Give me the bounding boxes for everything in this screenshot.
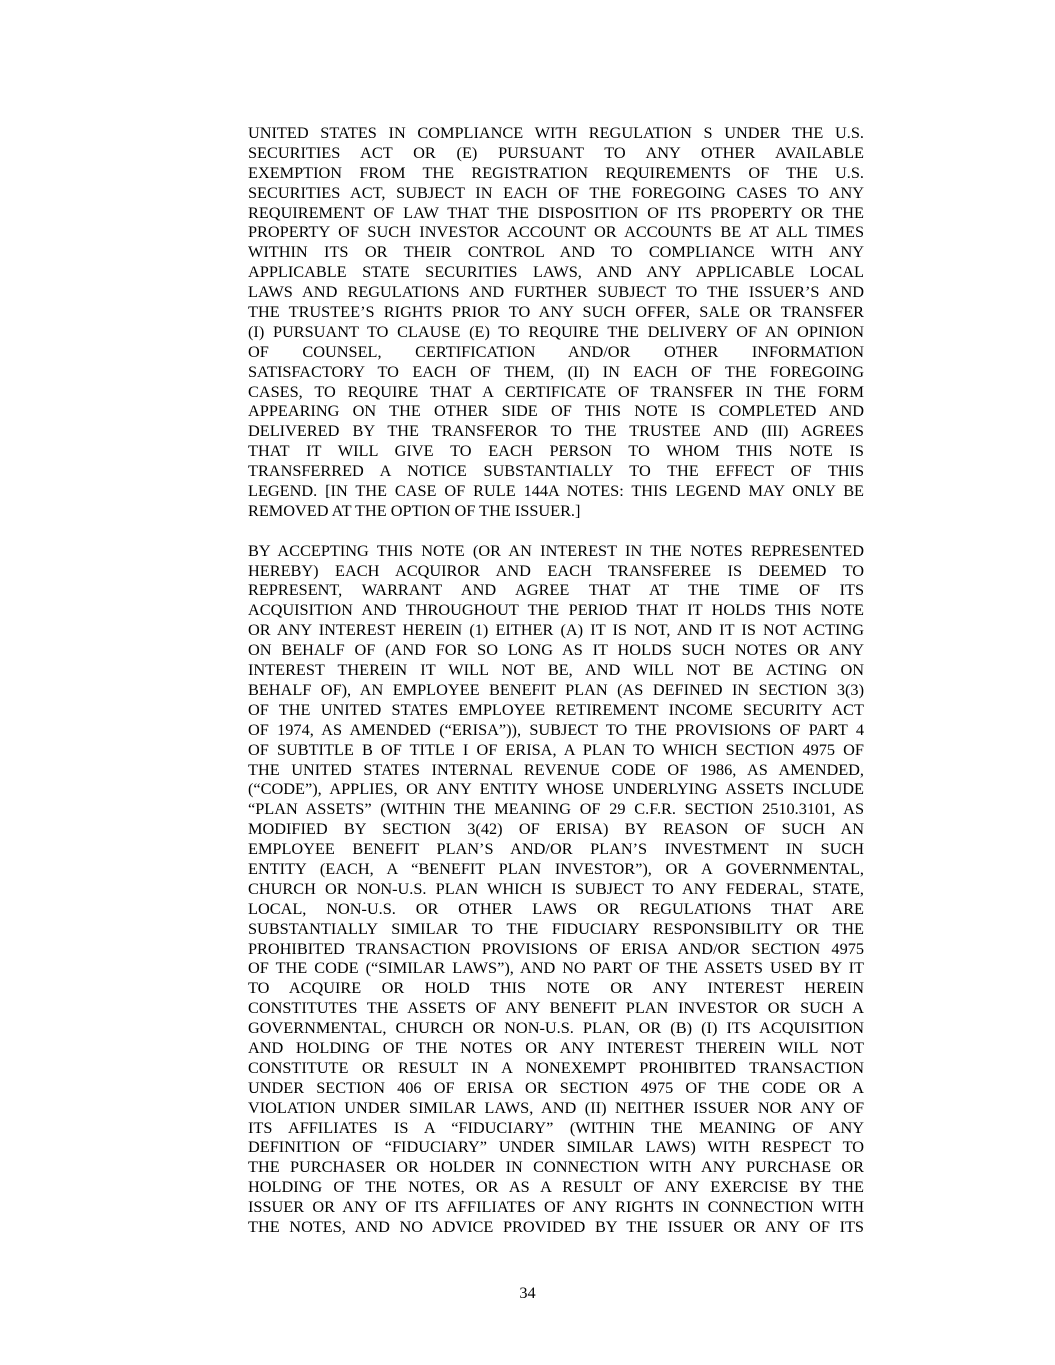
- text-line: REMOVED AT THE OPTION OF THE ISSUER.]: [248, 500, 581, 520]
- text-line: ISSUER OR ANY OF ITS AFFILIATES OF ANY RIGHTS IN CONNECTION WITH: [248, 1197, 864, 1217]
- text-line: THE PURCHASER OR HOLDER IN CONNECTION WITH ANY PURCHASE OR: [248, 1157, 864, 1177]
- text-line: BY ACCEPTING THIS NOTE (OR AN INTEREST IN THE NOTES REPRESENTED: [248, 540, 864, 560]
- document-body: [248, 123, 864, 1257]
- text-line: DEFINITION OF “FIDUCIARY” UNDER SIMILAR LAWS) WITH RESPECT TO: [248, 1137, 864, 1157]
- text-line: OF SUBTITLE B OF TITLE I OF ERISA, A PLAN TO WHICH SECTION 4975 OF: [248, 739, 864, 759]
- text-line: REPRESENT, WARRANT AND AGREE THAT AT THE TIME OF ITS: [248, 580, 864, 600]
- text-line: THE NOTES, AND NO ADVICE PROVIDED BY THE ISSUER OR ANY OF ITS: [248, 1216, 864, 1236]
- text-line: UNDER SECTION 406 OF ERISA OR SECTION 4975 OF THE CODE OR A: [248, 1077, 864, 1097]
- text-line: SATISFACTORY TO EACH OF THEM, (II) IN EACH OF THE FOREGOING: [248, 361, 864, 381]
- text-line: CASES, TO REQUIRE THAT A CERTIFICATE OF TRANSFER IN THE FORM: [248, 381, 864, 401]
- text-line: VIOLATION UNDER SIMILAR LAWS, AND (II) NEITHER ISSUER NOR ANY OF: [248, 1097, 864, 1117]
- text-line: MODIFIED BY SECTION 3(42) OF ERISA) BY REASON OF SUCH AN: [248, 819, 864, 839]
- text-line: SUBSTANTIALLY SIMILAR TO THE FIDUCIARY RESPONSIBILITY OR THE: [248, 918, 864, 938]
- text-line: REQUIREMENT OF LAW THAT THE DISPOSITION OF ITS PROPERTY OR THE: [248, 202, 864, 222]
- text-line: “PLAN ASSETS” (WITHIN THE MEANING OF 29 C.F.R. SECTION 2510.3101, AS: [248, 799, 864, 819]
- text-line: CONSTITUTE OR RESULT IN A NONEXEMPT PROHIBITED TRANSACTION: [248, 1057, 864, 1077]
- text-line: UNITED STATES IN COMPLIANCE WITH REGULATION S UNDER THE U.S.: [248, 123, 864, 142]
- text-line: OF THE CODE (“SIMILAR LAWS”), AND NO PART OF THE ASSETS USED BY IT: [248, 958, 864, 978]
- paragraph-transfer-legend: [248, 123, 864, 521]
- text-line: LOCAL, NON-U.S. OR OTHER LAWS OR REGULATIONS THAT ARE: [248, 898, 864, 918]
- text-line: CONSTITUTES THE ASSETS OF ANY BENEFIT PLAN INVESTOR OR SUCH A: [248, 998, 864, 1018]
- text-line: DELIVERED BY THE TRANSFEROR TO THE TRUSTEE AND (III) AGREES: [248, 421, 864, 441]
- text-line: GOVERNMENTAL, CHURCH OR NON-U.S. PLAN, OR (B) (I) ITS ACQUISITION: [248, 1018, 864, 1038]
- text-line: PROHIBITED TRANSACTION PROVISIONS OF ERISA AND/OR SECTION 4975: [248, 938, 864, 958]
- text-line: OR ANY INTEREST HEREIN (1) EITHER (A) IT IS NOT, AND IT IS NOT ACTING: [248, 620, 864, 640]
- text-line: TO ACQUIRE OR HOLD THIS NOTE OR ANY INTEREST HEREIN: [248, 978, 864, 998]
- text-line: EXEMPTION FROM THE REGISTRATION REQUIREMENTS OF THE U.S.: [248, 162, 864, 182]
- text-line: PROPERTY OF SUCH INVESTOR ACCOUNT OR ACCOUNTS BE AT ALL TIMES: [248, 222, 864, 242]
- text-line: EMPLOYEE BENEFIT PLAN’S AND/OR PLAN’S INVESTMENT IN SUCH: [248, 839, 864, 859]
- text-line: LAWS AND REGULATIONS AND FURTHER SUBJECT TO THE ISSUER’S AND: [248, 282, 864, 302]
- text-line: BEHALF OF), AN EMPLOYEE BENEFIT PLAN (AS DEFINED IN SECTION 3(3): [248, 679, 864, 699]
- text-line: SECURITIES ACT, SUBJECT IN EACH OF THE FOREGOING CASES TO ANY: [248, 182, 864, 202]
- text-line: WITHIN ITS OR THEIR CONTROL AND TO COMPLIANCE WITH ANY: [248, 242, 864, 262]
- text-line: ON BEHALF OF (AND FOR SO LONG AS IT HOLDS SUCH NOTES OR ANY: [248, 640, 864, 660]
- text-line: APPEARING ON THE OTHER SIDE OF THIS NOTE IS COMPLETED AND: [248, 401, 864, 421]
- paragraph-erisa-representation: [248, 541, 864, 1237]
- text-line: (I) PURSUANT TO CLAUSE (E) TO REQUIRE THE DELIVERY OF AN OPINION: [248, 321, 864, 341]
- text-line: ENTITY (EACH, A “BENEFIT PLAN INVESTOR”), OR A GOVERNMENTAL,: [248, 858, 864, 878]
- text-line: (“CODE”), APPLIES, OR ANY ENTITY WHOSE UNDERLYING ASSETS INCLUDE: [248, 779, 864, 799]
- text-line: THAT IT WILL GIVE TO EACH PERSON TO WHOM THIS NOTE IS: [248, 441, 864, 461]
- text-line: OF COUNSEL, CERTIFICATION AND/OR OTHER INFORMATION: [248, 341, 864, 361]
- text-line: APPLICABLE STATE SECURITIES LAWS, AND ANY APPLICABLE LOCAL: [248, 262, 864, 282]
- text-line: TRANSFERRED A NOTICE SUBSTANTIALLY TO THE EFFECT OF THIS: [248, 461, 864, 481]
- text-line: OF THE UNITED STATES EMPLOYEE RETIREMENT INCOME SECURITY ACT: [248, 699, 864, 719]
- text-line: ITS AFFILIATES IS A “FIDUCIARY” (WITHIN THE MEANING OF ANY: [248, 1117, 864, 1137]
- page-number: 34: [519, 1283, 536, 1302]
- text-line: THE UNITED STATES INTERNAL REVENUE CODE OF 1986, AS AMENDED,: [248, 759, 864, 779]
- text-line: LEGEND. [IN THE CASE OF RULE 144A NOTES: THIS LEGEND MAY ONLY BE: [248, 481, 864, 501]
- text-line: HOLDING OF THE NOTES, OR AS A RESULT OF ANY EXERCISE BY THE: [248, 1177, 864, 1197]
- text-line: AND HOLDING OF THE NOTES OR ANY INTEREST THEREIN WILL NOT: [248, 1037, 864, 1057]
- text-line: ACQUISITION AND THROUGHOUT THE PERIOD THAT IT HOLDS THIS NOTE: [248, 600, 864, 620]
- text-line: SECURITIES ACT OR (E) PURSUANT TO ANY OTHER AVAILABLE: [248, 142, 864, 162]
- text-line: HEREBY) EACH ACQUIROR AND EACH TRANSFEREE IS DEEMED TO: [248, 560, 864, 580]
- text-line: THE TRUSTEE’S RIGHTS PRIOR TO ANY SUCH OFFER, SALE OR TRANSFER: [248, 302, 864, 322]
- text-line: OF 1974, AS AMENDED (“ERISA”)), SUBJECT TO THE PROVISIONS OF PART 4: [248, 719, 864, 739]
- text-line: INTEREST THEREIN IT WILL NOT BE, AND WILL NOT BE ACTING ON: [248, 660, 864, 680]
- text-line: CHURCH OR NON-U.S. PLAN WHICH IS SUBJECT TO ANY FEDERAL, STATE,: [248, 878, 864, 898]
